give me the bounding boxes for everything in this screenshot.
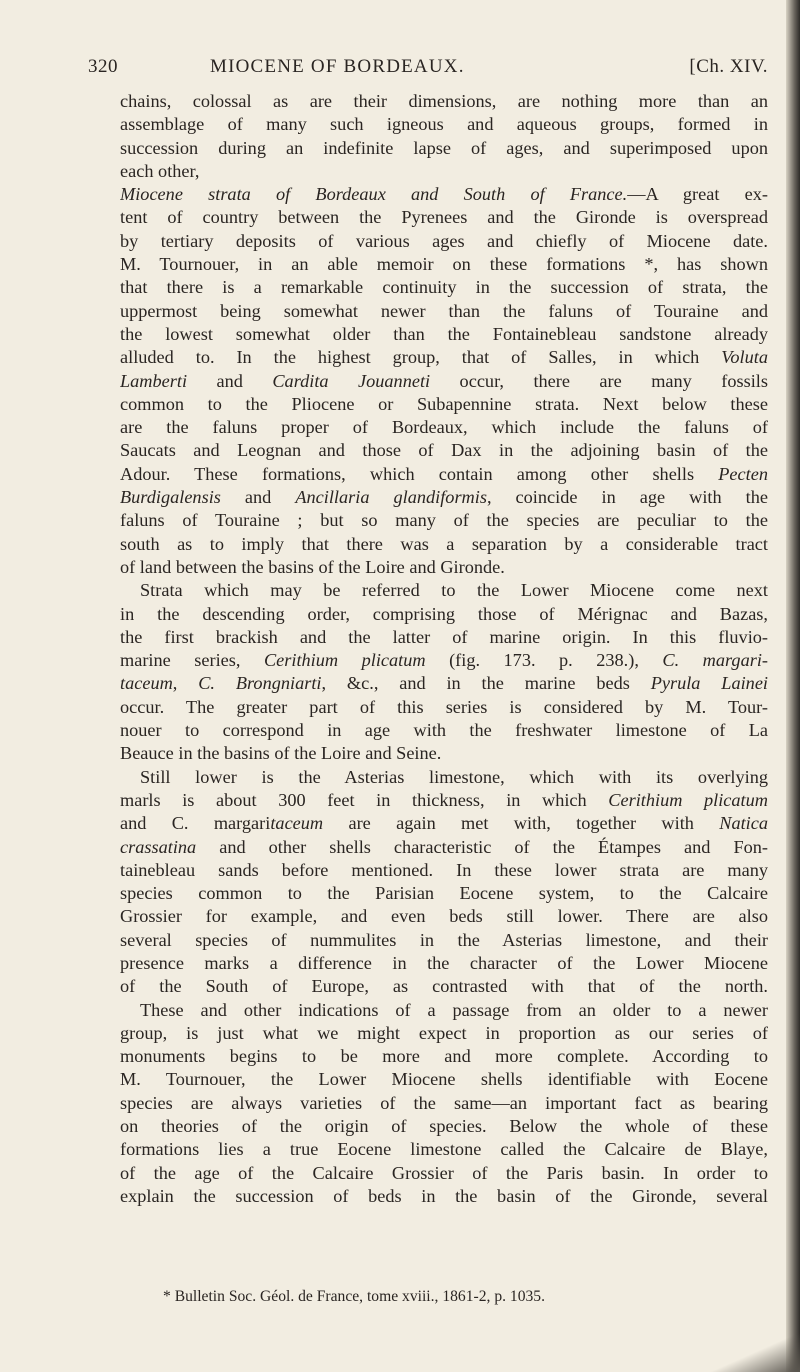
text-line: the first brackish and the latter of marine origin. In this fluvio-	[120, 626, 768, 647]
page-corner-shadow	[710, 1332, 800, 1372]
chapter-marker: [Ch. XIV.	[689, 56, 768, 77]
text-line: These and other indications of a passage from an older to a newer	[140, 999, 768, 1020]
page-number: 320	[88, 56, 118, 77]
text-line: monuments begins to be more and more complete. According to	[120, 1046, 768, 1067]
body-text	[120, 90, 768, 1208]
running-header	[88, 56, 768, 84]
text-line: crassatina and other shells characteristic of the Étampes and Fon-	[120, 836, 768, 857]
text-line: of the age of the Calcaire Grossier of the Paris basin. In order to	[120, 1162, 768, 1183]
text-line: faluns of Touraine ; but so many of the species are peculiar to the	[120, 510, 768, 531]
text-line: and C. margaritaceum are again met with, together with Natica	[120, 813, 768, 834]
text-line: by tertiary deposits of various ages and chiefly of Miocene date.	[120, 230, 768, 251]
text-line: Adour. These formations, which contain among other shells Pecten	[120, 463, 768, 484]
text-line: in the descending order, comprising those of Mérignac and Bazas,	[120, 603, 768, 624]
text-line: each other,	[120, 160, 200, 181]
text-line: Still lower is the Asterias limestone, which with its overlying	[140, 766, 768, 787]
text-line: common to the Pliocene or Subapennine strata. Next below these	[120, 393, 768, 414]
text-line: the lowest somewhat older than the Fontainebleau sandstone already	[120, 323, 768, 344]
text-line: presence marks a difference in the character of the Lower Miocene	[120, 952, 768, 973]
text-line: tent of country between the Pyrenees and the Gironde is overspread	[120, 207, 768, 228]
text-line: Miocene strata of Bordeaux and South of France.—A great ex-	[120, 184, 768, 205]
text-line: of land between the basins of the Loire and Gironde.	[120, 556, 505, 577]
text-line: Saucats and Leognan and those of Dax in the adjoining basin of the	[120, 440, 768, 461]
text-line: several species of nummulites in the Asterias limestone, and their	[120, 929, 768, 950]
text-line: Grossier for example, and even beds still lower. There are also	[120, 906, 768, 927]
text-line: Beauce in the basins of the Loire and Seine.	[120, 743, 442, 764]
text-line: succession during an indefinite lapse of ages, and superimposed upon	[120, 137, 768, 158]
text-line: alluded to. In the highest group, that of Salles, in which Voluta	[120, 347, 768, 368]
text-line: that there is a remarkable continuity in the succession of strata, the	[120, 277, 768, 298]
text-line: species are always varieties of the same—an important fact as bearing	[120, 1092, 768, 1113]
page-edge-shadow	[786, 0, 800, 1372]
text-line: south as to imply that there was a separation by a considerable tract	[120, 533, 768, 554]
text-line: assemblage of many such igneous and aqueous groups, formed in	[120, 114, 768, 135]
text-line: chains, colossal as are their dimensions, are nothing more than an	[120, 91, 768, 111]
text-line: group, is just what we might expect in proportion as our series of	[120, 1022, 768, 1043]
text-line: Strata which may be referred to the Lower Miocene come next	[140, 580, 768, 601]
text-line: species common to the Parisian Eocene system, to the Calcaire	[120, 883, 768, 904]
text-line: tainebleau sands before mentioned. In these lower strata are many	[120, 859, 768, 880]
text-line: formations lies a true Eocene limestone called the Calcaire de Blaye,	[120, 1139, 768, 1160]
text-line: Burdigalensis and Ancillaria glandiformis, coincide in age with the	[120, 487, 768, 508]
footnote: * Bulletin Soc. Géol. de France, tome xviii., 1861-2, p. 1035.	[163, 1288, 545, 1305]
text-line: of the South of Europe, as contrasted with that of the north.	[120, 976, 768, 997]
text-line: Lamberti and Cardita Jouanneti occur, there are many fossils	[120, 370, 768, 391]
text-line: explain the succession of beds in the basin of the Gironde, several	[120, 1185, 768, 1206]
text-line: taceum, C. Brongniarti, &c., and in the marine beds Pyrula Lainei	[120, 673, 768, 694]
text-line: marine series, Cerithium plicatum (fig. 173. p. 238.), C. margari-	[120, 650, 768, 671]
text-line: nouer to correspond in age with the freshwater limestone of La	[120, 720, 768, 741]
text-line: marls is about 300 feet in thickness, in which Cerithium plicatum	[120, 789, 768, 810]
text-line: M. Tournouer, in an able memoir on these formations *, has shown	[120, 254, 768, 275]
text-line: uppermost being somewhat newer than the faluns of Touraine and	[120, 300, 768, 321]
running-title: MIOCENE OF BORDEAUX.	[210, 56, 465, 77]
text-line: are the faluns proper of Bordeaux, which include the faluns of	[120, 417, 768, 438]
text-line: occur. The greater part of this series is considered by M. Tour-	[120, 696, 768, 717]
text-line: on theories of the origin of species. Below the whole of these	[120, 1116, 768, 1137]
text-line: M. Tournouer, the Lower Miocene shells identifiable with Eocene	[120, 1069, 768, 1090]
